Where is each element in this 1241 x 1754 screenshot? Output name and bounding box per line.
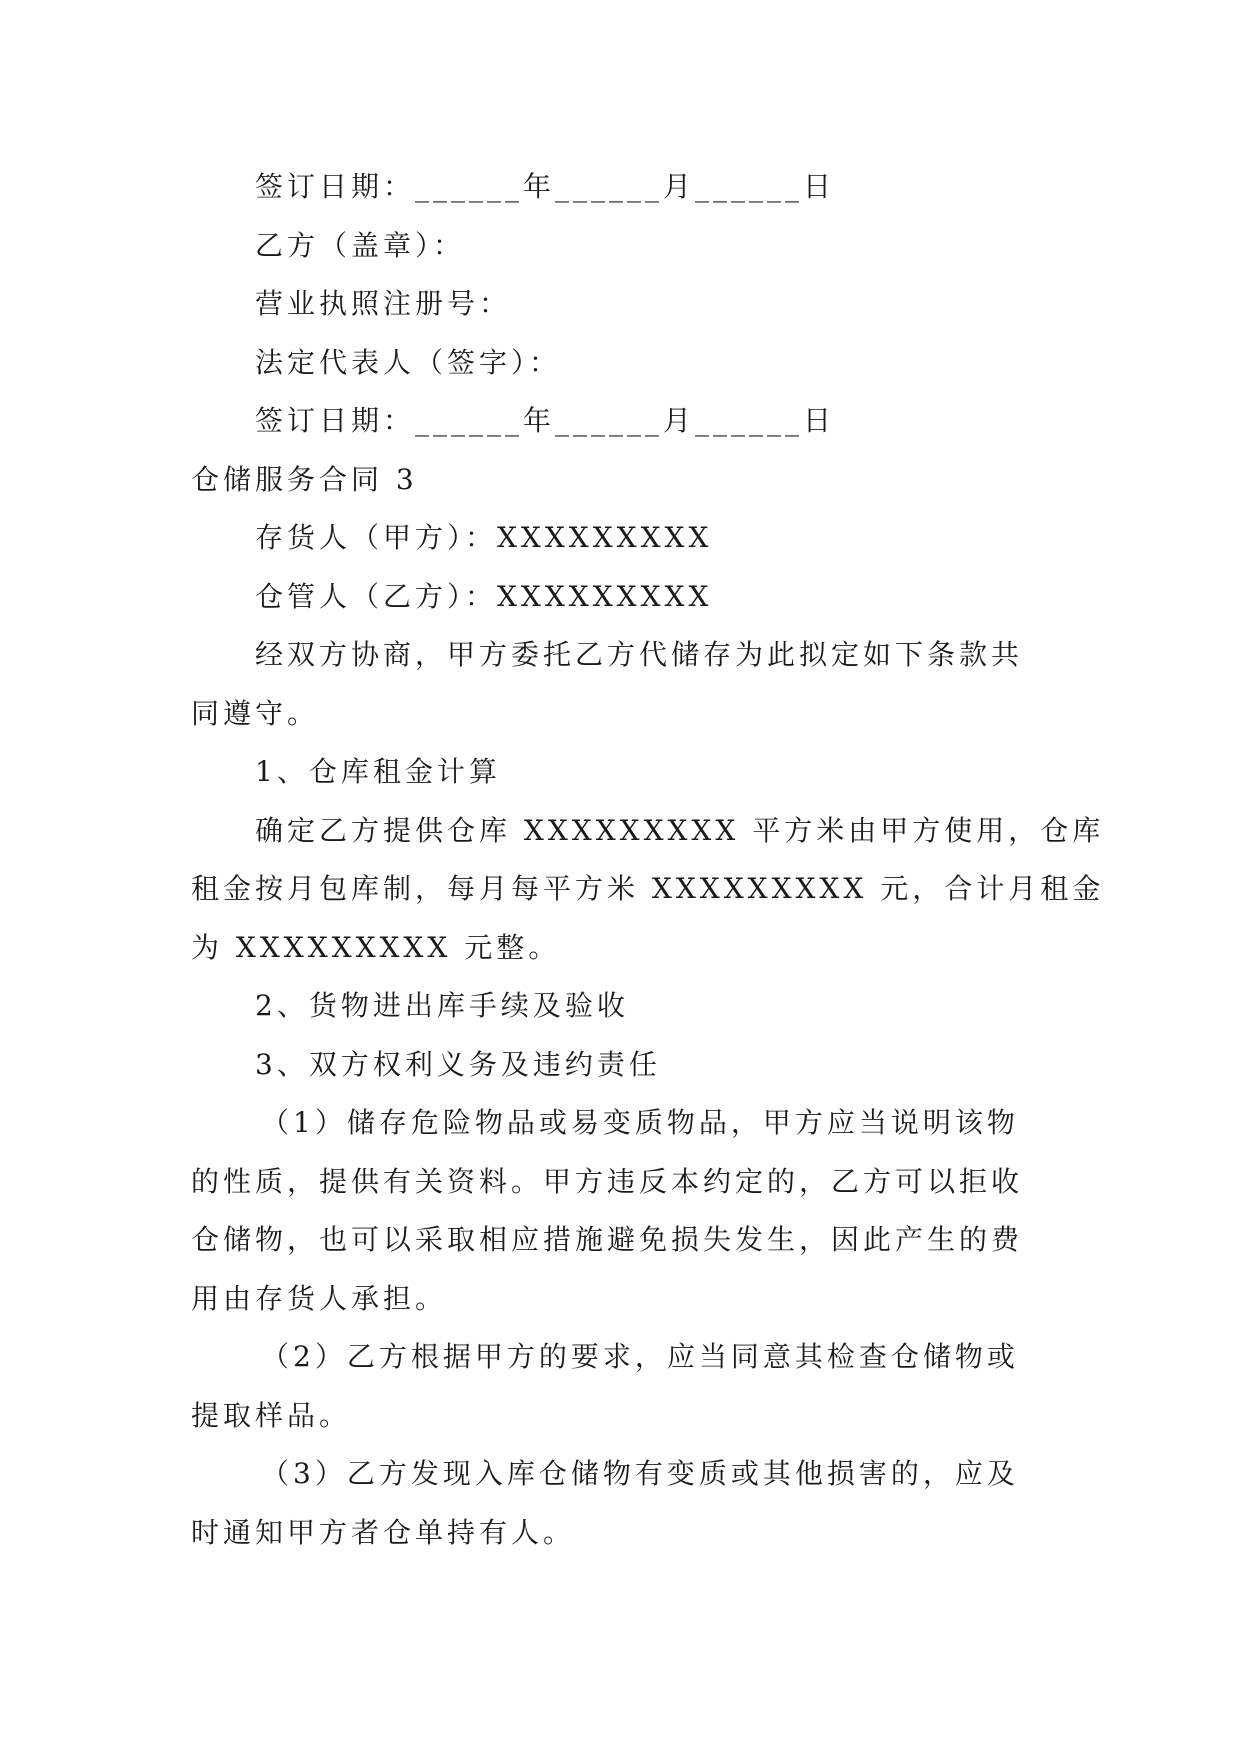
intro-paragraph-line-1: 经双方协商，甲方委托乙方代储存为此拟定如下条款共 (255, 638, 1024, 671)
contract-title: 仓储服务合同 3 (191, 462, 418, 496)
sign-date-line: 签订日期：______年______月______日 (255, 170, 836, 203)
item-1-line-4: 用由存货人承担。 (191, 1281, 448, 1315)
warehouse-keeper-line: 仓管人（乙方）：XXXXXXXXX (255, 579, 713, 613)
item-3-line-2: 时通知甲方者仓单持有人。 (191, 1515, 576, 1549)
legal-representative-line: 法定代表人（签字）： (255, 345, 562, 379)
sign-date-line-2: 签订日期：______年______月______日 (255, 404, 836, 437)
section-1-title: 1、仓库租金计算 (255, 755, 501, 788)
business-license-line: 营业执照注册号： (255, 287, 512, 320)
item-1-line-3: 仓储物，也可以采取相应措施避免损失发生，因此产生的费 (191, 1223, 1024, 1256)
section-3-title: 3、双方权利义务及违约责任 (255, 1047, 661, 1081)
item-2-line-1: （2）乙方根据甲方的要求，应当同意其检查仓储物或 (261, 1340, 1019, 1373)
item-3-line-1: （3）乙方发现入库仓储物有变质或其他损害的，应及 (261, 1457, 1019, 1490)
section-1-line-1: 确定乙方提供仓库 XXXXXXXXX 平方米由甲方使用，仓库 (255, 813, 1105, 847)
item-2-line-2: 提取样品。 (191, 1398, 352, 1432)
depositor-line: 存货人（甲方）：XXXXXXXXX (255, 521, 713, 554)
intro-paragraph-line-2: 同遵守。 (191, 696, 320, 730)
item-1-line-2: 的性质，提供有关资料。甲方违反本约定的，乙方可以拒收 (191, 1164, 1024, 1198)
party-b-seal-line: 乙方（盖章）： (255, 228, 466, 262)
section-1-line-2: 租金按月包库制，每月每平方米 XXXXXXXXX 元，合计月租金 (191, 872, 1105, 905)
section-1-line-3: 为 XXXXXXXXX 元整。 (191, 930, 561, 964)
section-2-title: 2、货物进出库手续及验收 (255, 989, 629, 1022)
item-1-line-1: （1）储存危险物品或易变质物品，甲方应当说明该物 (261, 1106, 1019, 1139)
document-body (191, 158, 1105, 1562)
